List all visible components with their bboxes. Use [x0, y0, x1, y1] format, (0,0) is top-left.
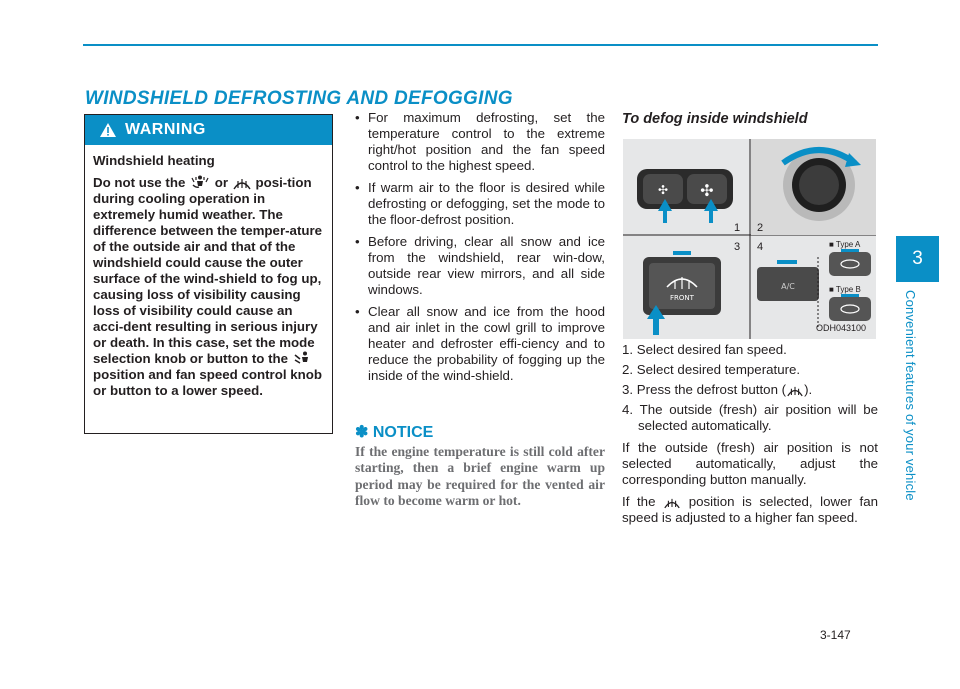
- page-number: 3-147: [820, 628, 851, 642]
- svg-text:✣: ✣: [700, 181, 714, 200]
- warning-text-a: Do not use the: [93, 175, 186, 190]
- defrost-icon: [232, 175, 252, 191]
- list-item: • If warm air to the floor is desired while defrosting or defogging, set the mode to the floor-defrost position.: [355, 180, 605, 228]
- warning-body: [85, 145, 332, 399]
- defrost-icon-note: [663, 495, 681, 510]
- fan-speed-note: [622, 494, 878, 526]
- chapter-title-text: Convenient features of your vehicle: [903, 290, 918, 501]
- warning-text-b: or: [214, 175, 229, 190]
- step-2: 2. Select desired temperature.: [622, 362, 801, 377]
- warning-heading: Windshield heating: [93, 153, 215, 168]
- figure-code: ODH043100: [816, 323, 867, 333]
- panel-label-2: 2: [757, 222, 764, 234]
- temperature-knob: [751, 139, 876, 235]
- warning-text: [93, 175, 324, 399]
- chapter-title: [903, 290, 923, 500]
- section-title: WINDSHIELD DEFROSTING AND DEFOGGING: [85, 88, 513, 109]
- notice-body: If the engine temperature is still cold after starting, then a brief engine warm up period may be required for the vented air flow to become warm or hot.: [355, 444, 605, 509]
- warning-icon: [99, 122, 117, 138]
- climate-control-figure: [623, 139, 876, 339]
- header-rule: [83, 44, 878, 46]
- front-label: FRONT: [670, 294, 694, 302]
- step-3: [622, 382, 878, 398]
- warning-text-d: position and fan speed control knob or button to a lower speed.: [93, 367, 323, 398]
- fan-note-b: position is selected, lower fan speed is adjusted to a higher fan speed.: [622, 494, 879, 525]
- list-item: • Before driving, clear all snow and ice from the windshield, rear win-dow, outside rear view mirrors, and all side windows.: [355, 234, 605, 298]
- warning-box: [84, 114, 333, 434]
- step-4: 4. The outside (fresh) air position will be selected automatically.: [622, 402, 878, 433]
- warning-label: WARNING: [125, 121, 206, 138]
- chapter-tab: 3: [896, 236, 939, 282]
- list-item: • For maximum defrosting, set the temperature control to the extreme right/hot position and the fan speed control to the highest speed.: [355, 110, 605, 174]
- panel-label-1: 1: [734, 222, 741, 234]
- svg-text:✣: ✣: [657, 183, 669, 197]
- panel-label-4: 4: [757, 241, 764, 253]
- fresh-air-note: If the outside (fresh) air position is not selected automatically, adjust the corresponding button manually.: [622, 440, 878, 487]
- panel-label-3: 3: [734, 241, 741, 253]
- step-1: 1. Select desired fan speed.: [622, 342, 787, 357]
- list-item: • Clear all snow and ice from the hood and air inlet in the cowl grill to improve heater and defroster effi-ciency and to reduce the probability of fogging up the inside of the wind-shield.: [355, 304, 605, 384]
- ac-label: A/C: [781, 282, 795, 291]
- defog-steps: [622, 342, 878, 526]
- svg-text:■ Type A: ■ Type A: [829, 240, 861, 249]
- notice-title: ✽ NOTICE: [355, 424, 434, 441]
- floor-defrost-icon: [189, 175, 211, 191]
- svg-text:■ Type B: ■ Type B: [829, 285, 861, 294]
- floor-defrost-icon-2: [292, 351, 314, 367]
- tips-list: [355, 110, 605, 384]
- defrost-icon-step: [786, 383, 804, 398]
- step-3-text-b: ).: [804, 382, 813, 397]
- bullet-column: [355, 110, 605, 390]
- steps-list: [622, 342, 878, 434]
- defog-title: To defog inside windshield: [622, 111, 808, 127]
- warning-text-c: posi-tion during cooling operation in extremely humid weather. The difference between the temper-ature of the outside air and that of the windshield could cause the outer surface of the wind-shield to fog up, causing loss of visibility causing loss of visibility could cause an acci-dent resulting in serious injury or death. In this case, set the mode selection knob or button to the: [93, 175, 323, 366]
- warning-header: [85, 115, 332, 145]
- fan-note-a: If the: [622, 494, 656, 509]
- step-3-text-a: 3. Press the defrost button (: [622, 382, 787, 397]
